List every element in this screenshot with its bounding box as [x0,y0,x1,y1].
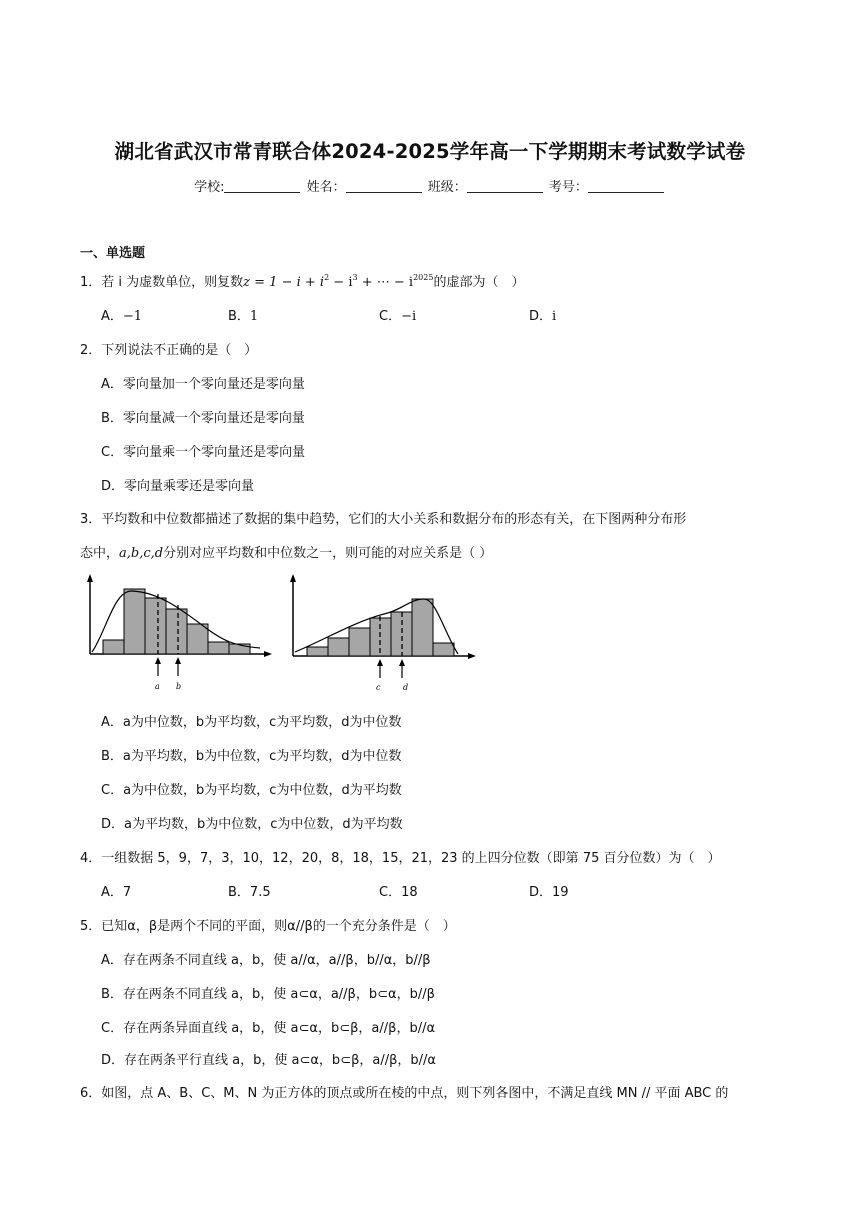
arrow-c-head [377,659,383,666]
question-3-option-a[interactable]: A．a为中位数，b为平均数，c为平均数，d为中位数 [101,715,402,730]
left-bar [208,642,229,654]
student-info-line [0,176,860,195]
exam-title: 湖北省武汉市常青联合体2024-2025学年高一下学期期末考试数学试卷 [114,140,746,163]
right-bar [349,628,370,656]
question-5-stem: 5．已知α，β是两个不同的平面，则α//β的一个充分条件是（ ） [80,919,456,934]
right-bar [433,643,454,656]
right-bar [412,599,433,656]
left-histogram [87,574,272,691]
distribution-figure [84,572,484,694]
question-3-option-b[interactable]: B．a为平均数，b为中位数，c为平均数，d为中位数 [101,749,402,764]
right-y-axis-arrow [290,574,296,582]
question-1-stem: 1．若 i 为虚数单位，则复数$z = 1 - i + i^2 - i^3$ + ⋯ − $i^{2025}$的虚部为（ ） [80,273,525,290]
name-blank[interactable] [346,180,422,193]
right-histogram [290,574,476,692]
section-heading: 一、单选题 [80,246,146,261]
question-1-option-d[interactable]: D．i [529,309,557,324]
left-bar [124,589,145,654]
fig-label-d: d [403,683,409,692]
question-5-option-b[interactable]: B．存在两条不同直线 a，b，使 a⊂α，a//β，b⊂α，b//β [101,987,435,1002]
question-2-option-a[interactable]: A．零向量加一个零向量还是零向量 [101,377,305,392]
question-3-stem-line-1: 3．平均数和中位数都描述了数据的集中趋势，它们的大小关系和数据分布的形态有关，在下图两种分布形 [80,512,687,527]
left-bar [145,598,166,654]
question-5-option-a[interactable]: A．存在两条不同直线 a，b，使 a//α，a//β，b//α，b//β [101,953,431,968]
question-2-stem: 2．下列说法不正确的是（ ） [80,343,258,358]
question-4-option-d[interactable]: D．19 [529,885,569,900]
arrow-b-head [175,657,181,664]
class-label: 班级： [427,180,467,195]
question-4-stem: 4．一组数据 5，9，7，3，10，12，20，8，18，15，21，23 的上四分位数（即第 75 百分位数）为（ ） [80,851,721,866]
question-3-option-d[interactable]: D．a为平均数，b为中位数，c为中位数，d为平均数 [101,817,403,832]
question-2-option-b[interactable]: B．零向量减一个零向量还是零向量 [101,411,305,426]
arrow-a-head [155,657,161,664]
right-x-axis-arrow [468,653,476,659]
question-4-option-c[interactable]: C．18 [379,885,418,900]
question-4-option-a[interactable]: A．7 [101,885,132,900]
fig-label-b: b [176,682,182,691]
name-label: 姓名： [306,180,346,195]
question-5-option-d[interactable]: D．存在两条平行直线 a，b，使 a⊂α，b⊂β，a//β，b//α [101,1053,436,1068]
fig-label-a: a [155,682,160,691]
question-5-option-c[interactable]: C．存在两条异面直线 a，b，使 a⊂α，b⊂β，a//β，b//α [101,1021,436,1036]
question-1-option-b[interactable]: B．1 [228,309,259,324]
right-bar [328,638,349,656]
left-bar [187,624,208,654]
question-2-option-d[interactable]: D．零向量乘零还是零向量 [101,479,255,494]
fig-label-c: c [376,683,381,692]
question-1-option-a[interactable]: A．−1 [101,309,143,324]
question-3-option-c[interactable]: C．a为中位数，b为平均数，c为中位数，d为平均数 [101,783,402,798]
left-y-axis-arrow [87,574,93,582]
question-4-option-b[interactable]: B．7.5 [228,885,271,900]
question-6-stem: 6．如图，点 A、B、C、M、N 为正方体的顶点或所在棱的中点，则下列各图中，不满足直线 MN // 平面 ABC 的 [80,1086,729,1101]
question-2-option-c[interactable]: C．零向量乘一个零向量还是零向量 [101,445,306,460]
school-blank[interactable] [224,180,300,193]
left-x-axis-arrow [264,651,272,657]
number-label: 考号： [548,180,588,195]
right-bar [307,647,328,656]
left-bar [103,640,124,654]
school-label: 学校: [194,180,225,195]
arrow-d-head [399,659,405,666]
question-1-option-c[interactable]: C．−i [379,309,417,324]
class-blank[interactable] [467,180,543,193]
question-3-stem-line-2: 态中，a,b,c,d分别对应平均数和中位数之一，则可能的对应关系是（ ） [80,546,493,561]
right-bar [391,612,412,656]
left-bar [166,609,187,654]
number-blank[interactable] [588,180,664,193]
